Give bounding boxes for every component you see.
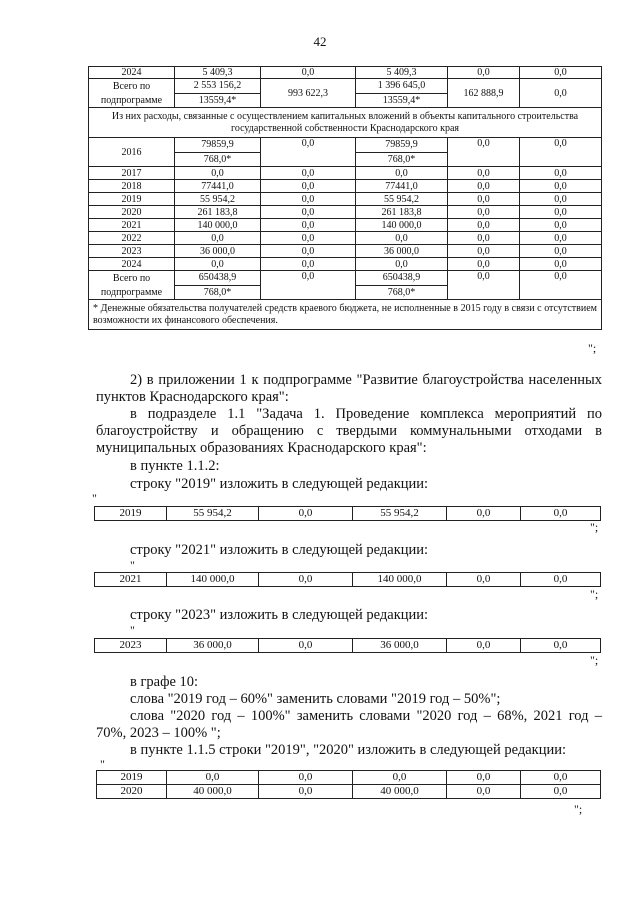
total-label: Всего по: [112, 80, 151, 92]
table-row: 2024 0,0 0,0 0,0 0,0 0,0: [89, 258, 602, 271]
table-row: 2017 0,0 0,0 0,0 0,0 0,0: [89, 167, 602, 180]
paragraph-row-2019: строку "2019" изложить в следующей редакции:: [130, 476, 429, 492]
total-label: подпрограмме: [100, 94, 163, 106]
total-row: Всего по подпрограмме 2 553 156,2 13559,4* 993 622,3 1 396 645,0 13559,4* 162 888,9 0,0: [89, 79, 602, 108]
closing-quote: ";: [590, 520, 599, 534]
row-2021-table: [94, 572, 601, 587]
total-label: подпрограмме: [100, 286, 163, 298]
paragraph-appendix: 2) в приложении 1 к подпрограмме "Развитие благоустройства населенных пунктов Краснодарского края":: [96, 372, 602, 405]
paragraph-row-2021: строку "2021" изложить в следующей редакции:: [130, 542, 429, 558]
table-row: 2021 140 000,0 0,0 140 000,0 0,0 0,0: [89, 219, 602, 232]
table-row: 2019 55 954,2 0,0 55 954,2 0,0 0,0: [89, 193, 602, 206]
paragraph-words-1: слова "2019 год – 60%" заменить словами "2019 год – 50%";: [130, 691, 501, 707]
closing-quote: ";: [590, 653, 599, 667]
row-2023-table: [94, 638, 601, 653]
footnote-row: [89, 300, 602, 330]
table-row: 2023 36 000,0 0,0 36 000,0 0,0 0,0: [89, 245, 602, 258]
paragraph-words-2: слова "2020 год – 100%" заменить словами "2020 год – 68%, 2021 год – 70%, 2023 – 100% ";: [96, 708, 602, 741]
section-heading-row: [89, 108, 602, 138]
table-row: 2024 5 409,3 0,0 5 409,3 0,0 0,0: [89, 67, 602, 79]
closing-quote: ";: [574, 802, 583, 816]
table-row: 2019 55 954,2 0,0 55 954,2 0,0 0,0: [95, 507, 601, 521]
footnote: * Денежные обязательства получателей средств краевого бюджета, не исполненные в 2015 году в связи с отсутствием возможности их финансового обеспечения.: [89, 300, 602, 330]
table-row: 2023 36 000,0 0,0 36 000,0 0,0 0,0: [95, 639, 601, 653]
table-row: 2019 0,0 0,0 0,0 0,0 0,0: [97, 771, 601, 785]
paragraph-row-2023: строку "2023" изложить в следующей редакции:: [130, 607, 429, 623]
table-row: 2020 261 183,8 0,0 261 183,8 0,0 0,0: [89, 206, 602, 219]
paragraph-graph-10: в графе 10:: [130, 674, 199, 690]
table-row: 2021 140 000,0 0,0 140 000,0 0,0 0,0: [95, 573, 601, 587]
table-row: 2016 79859,9 768,0* 0,0 79859,9 768,0* 0,0 0,0: [89, 138, 602, 167]
main-budget-table: [88, 66, 602, 330]
paragraph-point: в пункте 1.1.2:: [130, 458, 220, 474]
total-row: Всего по подпрограмме 650438,9 768,0* 0,0 650438,9 768,0* 0,0 0,0: [89, 271, 602, 300]
paragraph-point-115: в пункте 1.1.5 строки "2019", "2020" изложить в следующей редакции:: [130, 742, 567, 758]
opening-quote: ": [92, 491, 97, 505]
row-2019-table: [94, 506, 601, 521]
rows-2019-2020-table: [96, 770, 601, 799]
table-row: 2018 77441,0 0,0 77441,0 0,0 0,0: [89, 180, 602, 193]
total-label: Всего по: [112, 272, 151, 284]
table-row: 2020 40 000,0 0,0 40 000,0 0,0 0,0: [97, 785, 601, 799]
paragraph-subsection: в подразделе 1.1 "Задача 1. Проведение комплекса мероприятий по благоустройству и обращению с твердыми коммунальными отходами в муниципальных образованиях Краснодарского края":: [96, 406, 602, 456]
closing-quote: ";: [590, 587, 599, 601]
section-heading: Из них расходы, связанные с осуществлением капитальных вложений в объекты капитального строительства государственной собственности Краснодарского края: [89, 108, 602, 138]
page-number: 42: [313, 34, 327, 49]
opening-quote: ": [130, 558, 135, 572]
table-row: 2022 0,0 0,0 0,0 0,0 0,0: [89, 232, 602, 245]
opening-quote: ": [130, 623, 135, 637]
opening-quote: ": [100, 757, 105, 771]
closing-quote: ";: [588, 341, 597, 355]
